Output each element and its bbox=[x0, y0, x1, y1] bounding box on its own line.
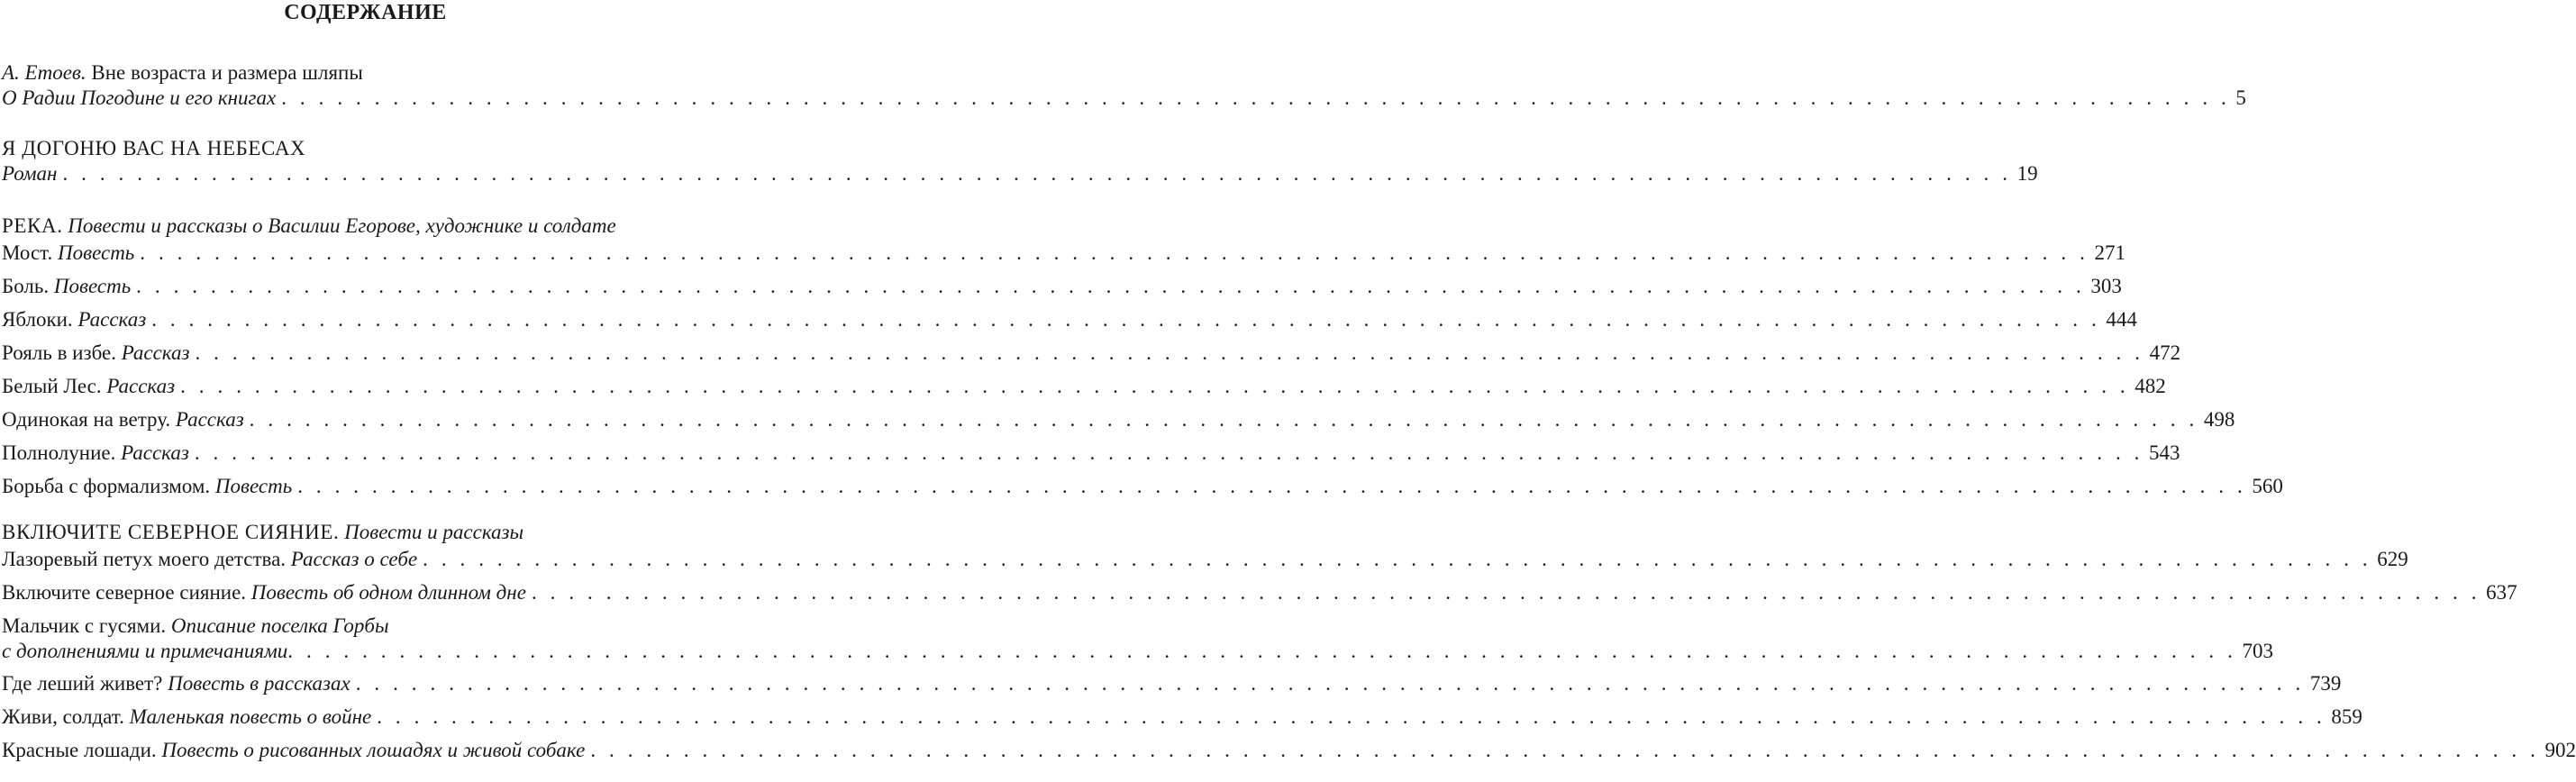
entry-genre: Повесть bbox=[57, 241, 135, 264]
entry-title: Где леший живет? bbox=[2, 672, 168, 695]
page-number: 444 bbox=[2106, 308, 2137, 331]
page-number: 303 bbox=[2090, 275, 2122, 297]
dot-leader: . . . . . . . . . . . . . . . . . . . . . . . . . . . . . . . . . . . . . . . . . . . . . . . . . . . . . . . . . . . . . . . . . . . . . . . . . . . . . . . . . . . . . . . . . . . . . . . . . . . . . . . . . bbox=[180, 375, 2130, 397]
dot-leader: . . . . . . . . . . . . . . . . . . . . . . . . . . . . . . . . . . . . . . . . . . . . . . . . . . . . . . . . . . . . . . . . . . . . . . . . . . . . . . . . . . . . . . . . . . . . . . . . . . . . . . . . . bbox=[423, 548, 2372, 570]
entry-genre: Рассказ bbox=[175, 408, 244, 431]
page-title: СОДЕРЖАНИЕ bbox=[284, 1, 447, 24]
section-heading-rest: Повести и рассказы о Василии Егорове, художнике и солдате bbox=[62, 214, 616, 237]
entry-genre: Повесть в рассказах bbox=[168, 672, 350, 695]
entry-label bbox=[2, 307, 146, 332]
entry-label bbox=[2, 705, 371, 730]
page-number: 703 bbox=[2242, 640, 2273, 662]
entry-genre: Рассказ bbox=[106, 375, 176, 397]
entry-label bbox=[2, 738, 585, 763]
entry-genre: Рассказ bbox=[121, 341, 190, 364]
page-number: 482 bbox=[2135, 375, 2166, 397]
toc-entry[interactable] bbox=[2, 341, 2181, 366]
entry-title: Живи, солдат. bbox=[2, 705, 130, 728]
dot-leader: . . . . . . . . . . . . . . . . . . . . . . . . . . . . . . . . . . . . . . . . . . . . . . . . . . . . . . . . . . . . . . . . . . . . . . . . . . . . . . . . . . . . . . . . . . . . . . . . . . . . . . . . . bbox=[194, 441, 2144, 464]
toc-entry[interactable] bbox=[2, 241, 2125, 266]
section-heading: Я ДОГОНЮ ВАС НА НЕБЕСАХ bbox=[2, 137, 306, 159]
entry-label bbox=[2, 374, 175, 399]
toc-entry[interactable] bbox=[2, 161, 2038, 186]
entry-list bbox=[2, 547, 2517, 605]
dot-leader: . . . . . . . . . . . . . . . . . . . . . . . . . . . . . . . . . . . . . . . . . . . . . . . . . . . . . . . . . . . . . . . . . . . . . . . . . . . . . . . . . . . . . . . . . . . . . . . . . . . . . . . . . bbox=[287, 640, 2237, 662]
entry-title: Роман bbox=[2, 162, 58, 185]
dot-leader: . . . . . . . . . . . . . . . . . . . . . . . . . . . . . . . . . . . . . . . . . . . . . . . . . . . . . . . . . . . . . . . . . . . . . . . . . . . . . . . . . . . . . . . . . . . . . . . . . . . . . . . . . bbox=[377, 705, 2326, 728]
entry-genre: Повесть об одном длинном дне bbox=[250, 581, 526, 604]
toc-entry[interactable] bbox=[2, 407, 2235, 432]
toc-page bbox=[2, 0, 2576, 763]
page-number: 560 bbox=[2252, 475, 2283, 497]
toc-entry[interactable] bbox=[2, 671, 2342, 696]
toc-entry-multiline[interactable] bbox=[2, 614, 2273, 664]
dot-leader: . . . . . . . . . . . . . . . . . . . . . . . . . . . . . . . . . . . . . . . . . . . . . . . . . . . . . . . . . . . . . . . . . . . . . . . . . . . . . . . . . . . . . . . . . . . . . . . . . . . . . . . . . bbox=[531, 581, 2481, 604]
page-number: 19 bbox=[2016, 162, 2038, 185]
section-novel bbox=[2, 136, 2038, 186]
entry-title: Красные лошади. bbox=[2, 739, 162, 761]
dot-leader: . . . . . . . . . . . . . . . . . . . . . . . . . . . . . . . . . . . . . . . . . . . . . . . . . . . . . . . . . . . . . . . . . . . . . . . . . . . . . . . . . . . . . . . . . . . . . . . . . . . . . . . . . bbox=[297, 475, 2247, 497]
section-heading-caps: ВКЛЮЧИТЕ СЕВЕРНОЕ СИЯНИЕ. bbox=[2, 521, 340, 543]
entry-title: Борьба с формализмом. bbox=[2, 475, 215, 497]
section-heading bbox=[2, 520, 729, 545]
toc-entry[interactable] bbox=[2, 441, 2180, 466]
section-heading-rest: Повести и рассказы bbox=[339, 521, 524, 543]
entry-list bbox=[2, 241, 2283, 499]
page-number: 472 bbox=[2149, 341, 2181, 364]
entry-list bbox=[2, 671, 2576, 763]
page-number: 498 bbox=[2203, 408, 2235, 431]
section-reka bbox=[2, 214, 2283, 499]
toc-entry[interactable] bbox=[2, 738, 2576, 763]
entry-genre: Рассказ о себе bbox=[290, 548, 418, 570]
entry-title: Полнолуние. bbox=[2, 441, 122, 464]
entry-genre: Рассказ bbox=[121, 441, 189, 464]
entry-genre: с дополнениями и примечаниями bbox=[2, 640, 288, 662]
preface-author: А. Етоев. bbox=[2, 61, 86, 84]
page-number: 739 bbox=[2309, 672, 2342, 695]
entry-label bbox=[2, 547, 417, 572]
entry-line-2 bbox=[2, 639, 2273, 664]
dot-leader: . . . . . . . . . . . . . . . . . . . . . . . . . . . . . . . . . . . . . . . . . . . . . . . . . . . . . . . . . . . . . . . . . . . . . . . . . . . . . . . . . . . . . . . . . . . . . . . . . . . . . . . . . bbox=[151, 308, 2101, 331]
toc-entry[interactable] bbox=[2, 307, 2137, 332]
toc-entry[interactable] bbox=[2, 474, 2283, 499]
entry-label bbox=[2, 274, 131, 299]
dot-leader: . . . . . . . . . . . . . . . . . . . . . . . . . . . . . . . . . . . . . . . . . . . . . . . . . . . . . . . . . . . . . . . . . . . . . . . . . . . . . . . . . . . . . . . . . . . . . . . . . . . . . . . . . bbox=[140, 241, 2089, 264]
entry-genre: Маленькая повесть о войне bbox=[129, 705, 372, 728]
entry-line-1 bbox=[2, 614, 729, 639]
entry-title: О Радии Погодине и его книгах bbox=[2, 86, 277, 109]
section-preface bbox=[2, 60, 2246, 111]
section-heading bbox=[2, 214, 729, 239]
dot-leader: . . . . . . . . . . . . . . . . . . . . . . . . . . . . . . . . . . . . . . . . . . . . . . . . . . . . . . . . . . . . . . . . . . . . . . . . . . . . . . . . . . . . . . . . . . . . . . . . . . . . . . . . . bbox=[136, 275, 2086, 297]
page-number: 543 bbox=[2149, 441, 2180, 464]
toc-entry[interactable] bbox=[2, 705, 2362, 730]
page-number: 637 bbox=[2486, 581, 2517, 604]
entry-title: Мальчик с гусями. bbox=[2, 614, 171, 637]
entry-title: Включите северное сияние. bbox=[2, 581, 251, 604]
entry-title: Одинокая на ветру. bbox=[2, 408, 176, 431]
entry-genre: Описание поселка Горбы bbox=[170, 614, 389, 637]
entry-label bbox=[2, 671, 350, 696]
dot-leader: . . . . . . . . . . . . . . . . . . . . . . . . . . . . . . . . . . . . . . . . . . . . . . . . . . . . . . . . . . . . . . . . . . . . . . . . . . . . . . . . . . . . . . . . . . . . . . . . . . . . . . . . . bbox=[62, 162, 2012, 185]
preface-title: Вне возраста и размера шляпы bbox=[86, 61, 363, 84]
entry-genre: Повесть bbox=[214, 475, 293, 497]
entry-title: Белый Лес. bbox=[2, 375, 107, 397]
dot-leader: . . . . . . . . . . . . . . . . . . . . . . . . . . . . . . . . . . . . . . . . . . . . . . . . . . . . . . . . . . . . . . . . . . . . . . . . . . . . . . . . . . . . . . . . . . . . . . . . . . . . . . . . . bbox=[195, 341, 2144, 364]
page-number: 859 bbox=[2331, 705, 2362, 728]
page-number: 271 bbox=[2094, 241, 2125, 264]
page-number: 629 bbox=[2377, 548, 2408, 570]
page-number: 902 bbox=[2544, 739, 2576, 761]
dot-leader: . . . . . . . . . . . . . . . . . . . . . . . . . . . . . . . . . . . . . . . . . . . . . . . . . . . . . . . . . . . . . . . . . . . . . . . . . . . . . . . . . . . . . . . . . . . . . . . . . . . . . . . . . bbox=[590, 739, 2540, 761]
entry-label bbox=[2, 580, 526, 605]
entry-label bbox=[2, 241, 134, 266]
entry-title: Рояль в избе. bbox=[2, 341, 122, 364]
entry-label bbox=[2, 441, 189, 466]
dot-leader: . . . . . . . . . . . . . . . . . . . . . . . . . . . . . . . . . . . . . . . . . . . . . . . . . . . . . . . . . . . . . . . . . . . . . . . . . . . . . . . . . . . . . . . . . . . . . . . . . . . . . . . . . bbox=[281, 86, 2231, 109]
dot-leader: . . . . . . . . . . . . . . . . . . . . . . . . . . . . . . . . . . . . . . . . . . . . . . . . . . . . . . . . . . . . . . . . . . . . . . . . . . . . . . . . . . . . . . . . . . . . . . . . . . . . . . . . . bbox=[249, 408, 2198, 431]
toc-entry[interactable] bbox=[2, 547, 2408, 572]
entry-genre: Повесть о рисованных лошадях и живой собаке bbox=[161, 739, 586, 761]
page-number: 5 bbox=[2235, 86, 2246, 109]
entry-title: Боль. bbox=[2, 275, 54, 297]
entry-label bbox=[2, 407, 244, 432]
entry-label bbox=[2, 474, 292, 499]
section-northern-lights bbox=[2, 520, 2576, 763]
entry-genre: Повесть bbox=[53, 275, 132, 297]
entry-title: Лазоревый петух моего детства. bbox=[2, 548, 291, 570]
toc-entry[interactable] bbox=[2, 374, 2166, 399]
dot-leader: . . . . . . . . . . . . . . . . . . . . . . . . . . . . . . . . . . . . . . . . . . . . . . . . . . . . . . . . . . . . . . . . . . . . . . . . . . . . . . . . . . . . . . . . . . . . . . . . . . . . . . . . . bbox=[355, 672, 2305, 695]
section-heading-caps: РЕКА. bbox=[2, 214, 63, 237]
entry-label bbox=[2, 341, 189, 366]
toc-entry[interactable] bbox=[2, 580, 2517, 605]
preface-heading bbox=[2, 60, 729, 86]
entry-title: Яблоки. bbox=[2, 308, 78, 331]
entry-title: Мост. bbox=[2, 241, 58, 264]
entry-genre: Рассказ bbox=[77, 308, 147, 331]
toc-entry[interactable] bbox=[2, 86, 2246, 111]
toc-entry[interactable] bbox=[2, 274, 2122, 299]
